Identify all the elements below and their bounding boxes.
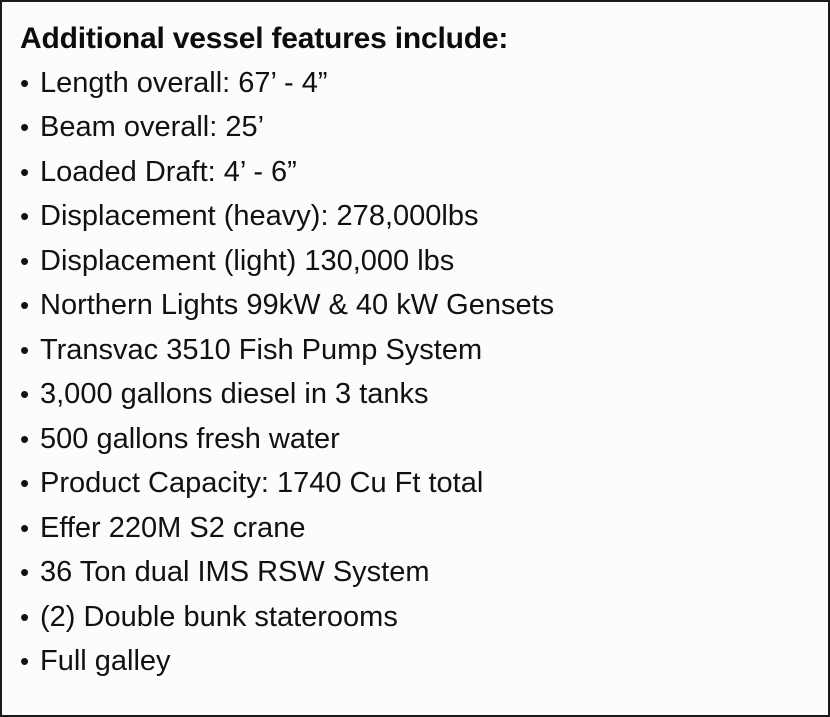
bullet-icon: • [20,201,30,231]
list-item-label: Product Capacity: 1740 Cu Ft total [40,467,484,499]
list-item [20,506,814,551]
bullet-icon: • [20,334,30,365]
list-item [20,194,814,239]
list-item-label: 500 gallons fresh water [40,422,340,455]
list-item-label: Loaded Draft: 4’ - 6” [40,155,297,188]
list-item-label: Transvac 3510 Fish Pump System [40,333,483,366]
list-item [20,283,814,328]
list-item [20,417,814,462]
vessel-features-list [16,61,814,684]
bullet-icon: • [20,557,30,587]
bullet-icon: • [20,156,30,187]
list-item [20,61,814,106]
bullet-icon: • [20,468,30,498]
bullet-icon: • [20,512,30,543]
bullet-icon: • [20,290,30,320]
list-item-label: Displacement (light) 130,000 lbs [40,244,455,277]
bullet-icon: • [20,379,30,409]
list-item [20,150,814,195]
list-item [20,595,814,640]
bullet-icon: • [20,245,30,276]
list-item-label: Effer 220M S2 crane [40,511,306,544]
list-item [20,328,814,373]
bullet-icon: • [20,423,30,454]
list-item-label: Full galley [40,645,171,677]
bullet-icon: • [20,646,30,676]
list-item-label: Length overall: 67’ - 4” [40,66,328,99]
list-item-label: (2) Double bunk staterooms [40,600,398,633]
bullet-icon: • [20,112,30,142]
list-item [20,550,814,595]
list-item [20,461,814,506]
list-item-label: Displacement (heavy): 278,000lbs [40,200,479,232]
list-item [20,372,814,417]
list-item-label: 3,000 gallons diesel in 3 tanks [40,378,429,410]
page-title: Additional vessel features include: [20,22,509,55]
list-item [20,105,814,150]
list-item-label: 36 Ton dual IMS RSW System [40,556,430,588]
list-item [20,239,814,284]
list-item [20,639,814,684]
list-item-label: Northern Lights 99kW & 40 kW Gensets [40,289,555,321]
bullet-icon: • [20,67,30,98]
bullet-icon: • [20,601,30,632]
list-item-label: Beam overall: 25’ [40,111,265,143]
